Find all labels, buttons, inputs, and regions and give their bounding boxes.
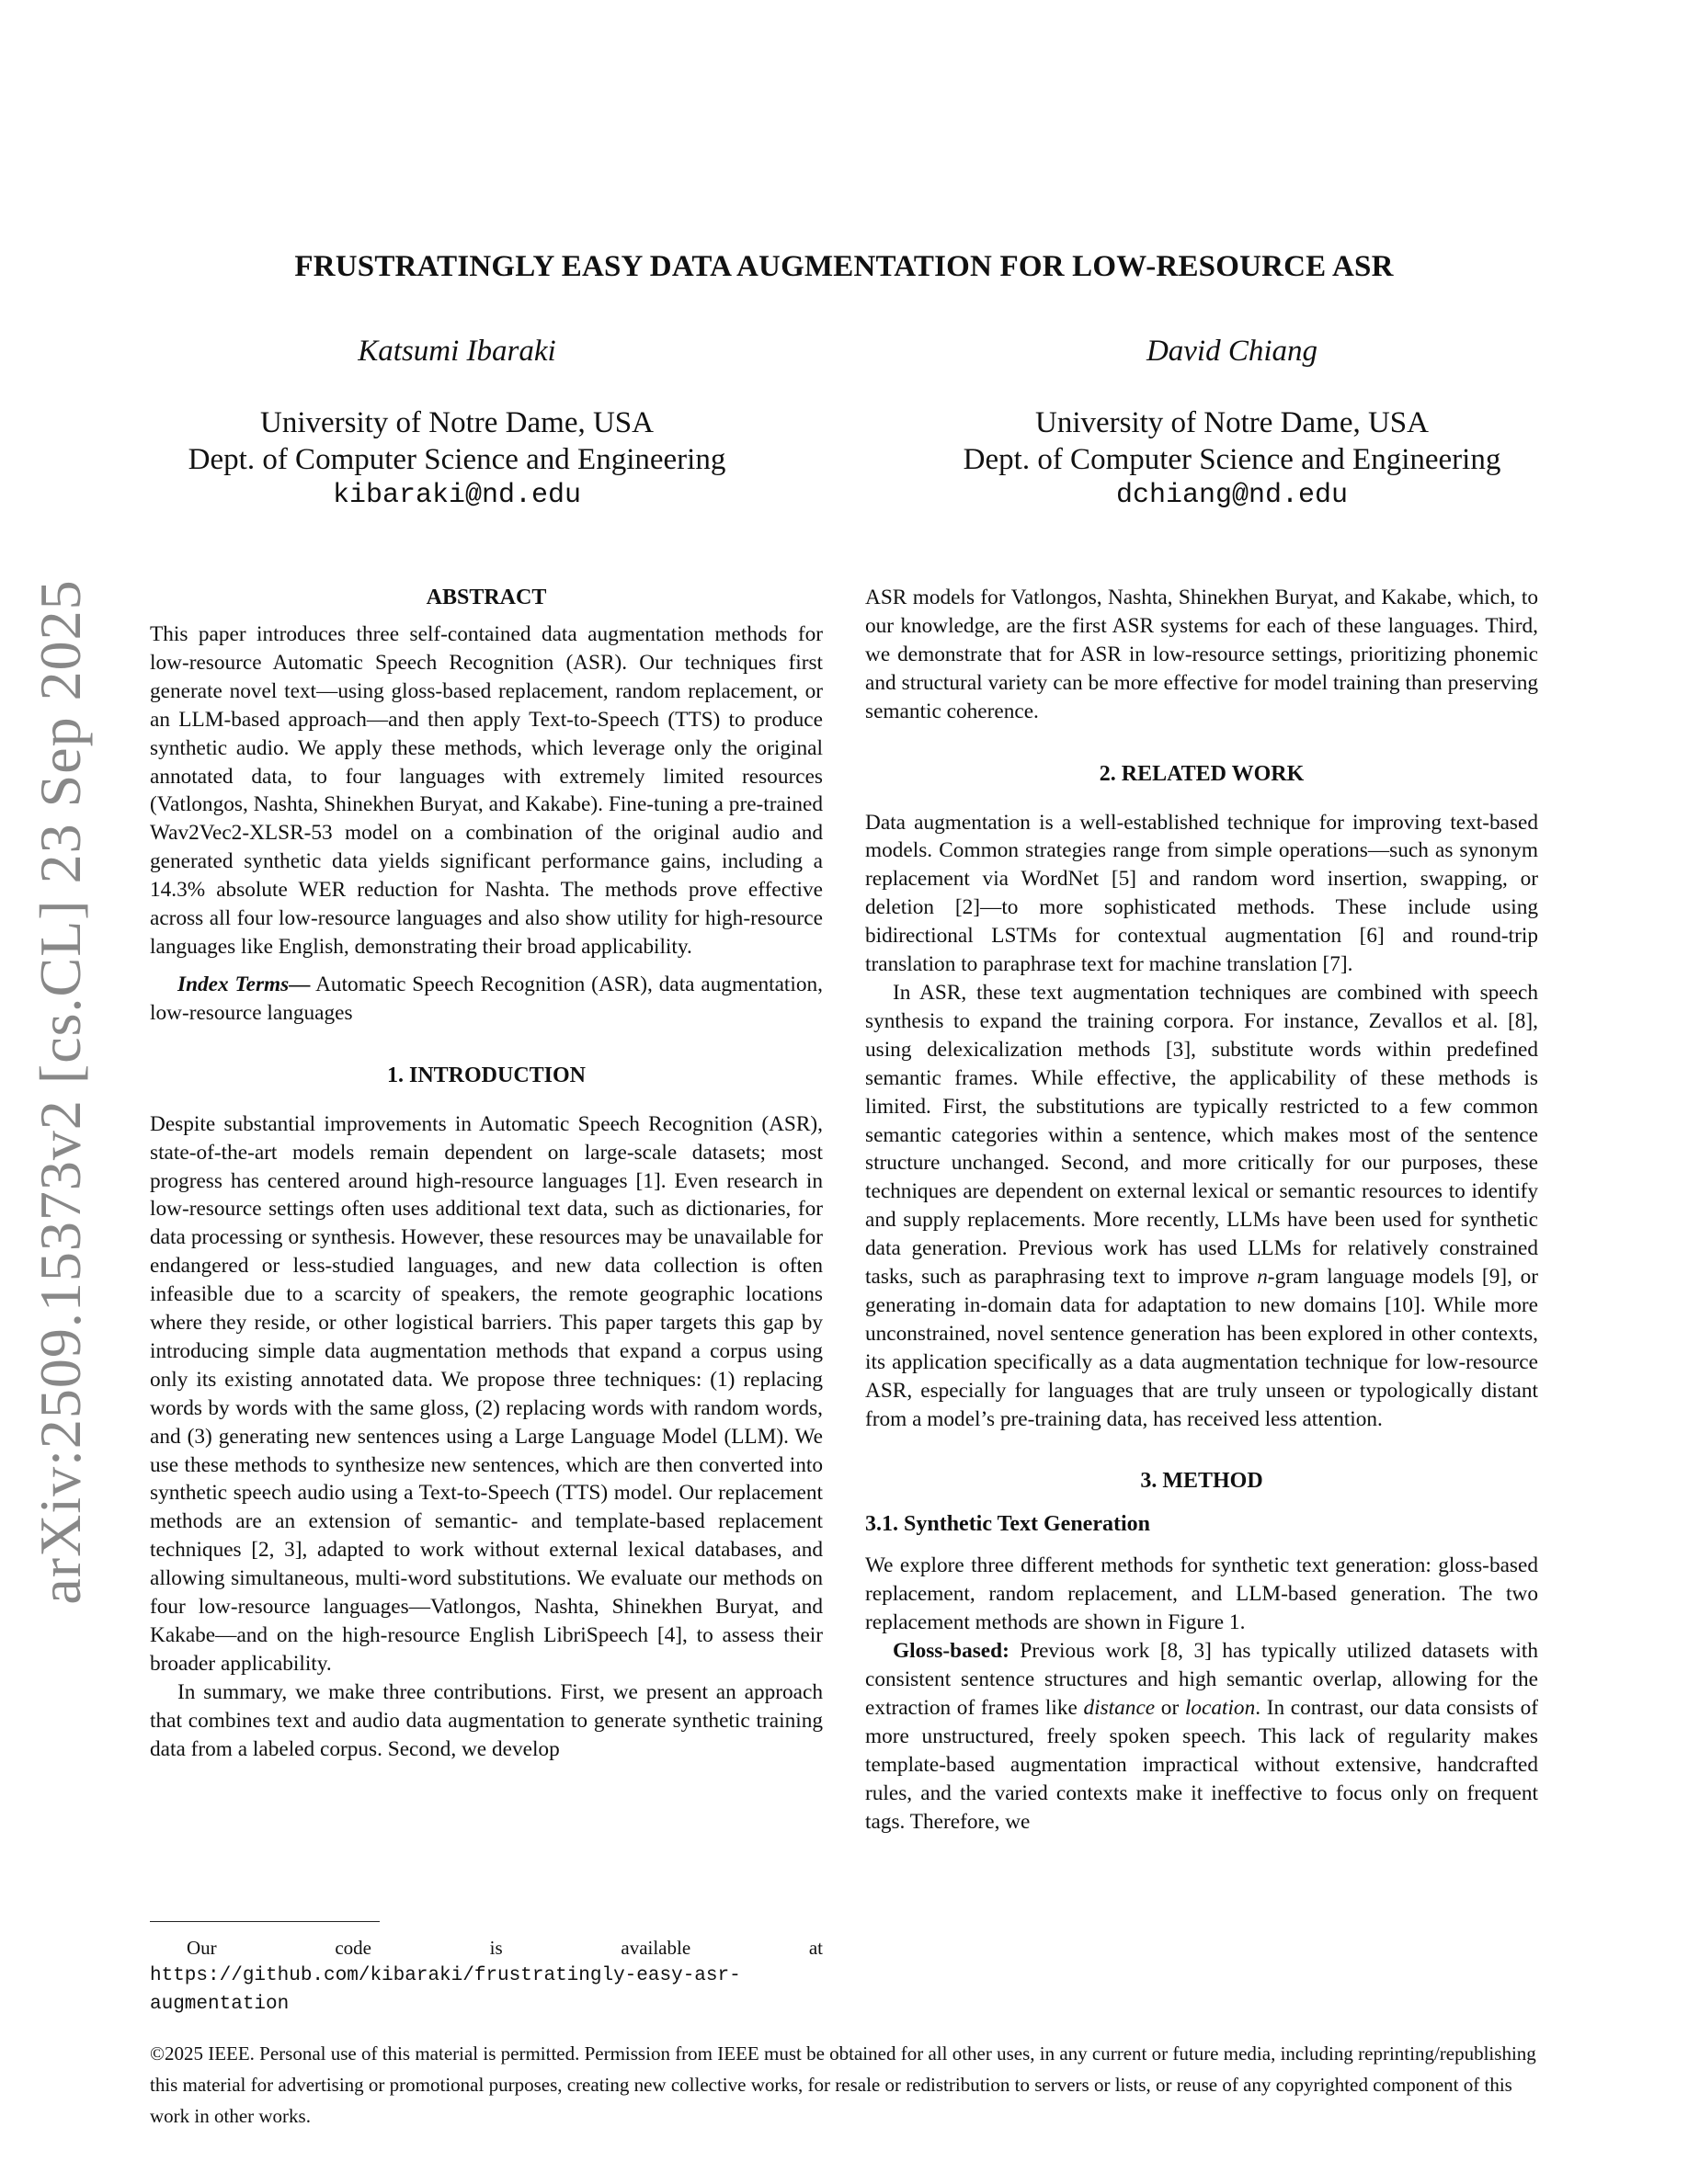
term-location: location — [1184, 1696, 1256, 1720]
gloss-based-label: Gloss-based: — [893, 1639, 1009, 1664]
introduction-paragraph-1: Despite substantial improvements in Automatic Speech Recognition (ASR), state-of-the-art models remain dependent on large-scale datasets; most progress has centered around high-resource languages [1]. Even research in low-resource settings often uses additional text data, such as dictionaries, for data processing or synthesis. However, these resources may be unavailable for endangered or less-studied languages, and new data collection is often infeasible due to a scarcity of speakers, the remote geographic locations where they reside, or other logistical barriers. This paper targets this gap by introducing simple data augmentation methods that expand a corpus using only its existing annotated data. We propose three techniques: (1) replacing words by words with the same gloss, (2) replacing words with random words, and (3) generating new sentences using a Large Language Model (LLM). We use these methods to synthesize new sentences, which are then converted into synthetic speech audio using a Text-to-Speech (TTS) model. Our replacement methods are an extension of semantic- and template-based replacement techniques [2, 3], adapted to work without external lexical databases, and allowing simultaneous, multi-word substitutions. We evaluate our methods on four low-resource languages—Vatlongos, Nashta, Shinekhen Buryat, and Kakabe—and on the high-resource English LibriSpeech [4], to assess their broader applicability. — [150, 1111, 823, 1676]
author-block-1 — [108, 329, 806, 513]
n-gram-variable: n — [1257, 1265, 1268, 1290]
arxiv-identifier — [18, 579, 103, 1605]
term-distance: distance — [1083, 1696, 1156, 1720]
abstract-heading: ABSTRACT — [426, 586, 547, 609]
index-terms-label: Index Terms— — [177, 972, 311, 996]
author-email[interactable]: kibaraki@nd.edu — [332, 480, 582, 511]
author-affiliation — [108, 404, 806, 513]
related-work-text-b: -gram language models [9], or generating in-domain data for adaptation to new domains [10]. While more unconstrained, novel sentence generation has been explored in other contexts, its application specifically as a data augmentation technique for low-resource ASR, especially for languages that are truly unseen or typologically distant from a model’s pre-training data, has received less attention. — [865, 1265, 1539, 1431]
method-paragraph-2 — [865, 1637, 1538, 1836]
arxiv-identifier-text: arXiv:2509.15373v2 [cs.CL] 23 Sep 2025 — [28, 579, 93, 1605]
introduction-heading: 1. INTRODUCTION — [386, 1063, 587, 1087]
related-work-paragraph-2 — [865, 979, 1538, 1434]
author-email[interactable]: dchiang@nd.edu — [1115, 480, 1349, 511]
method-text-or: or — [1155, 1696, 1185, 1720]
introduction-paragraph-2: In summary, we make three contributions. First, we present an approach that combines text and audio data augmentation to generate synthetic training data from a labeled corpus. Second, we develop — [150, 1679, 823, 1761]
abstract-text: This paper introduces three self-contained data augmentation methods for low-resource Automatic Speech Recognition (ASR). Our techniques first generate novel text—using gloss-based replacement, random replacement, or an LLM-based approach—and then apply Text-to-Speech (TTS) to produce synthetic audio. We apply these methods, which leverage only the original annotated data, to four languages with extremely limited resources (Vatlongos, Nashta, Shinekhen Buryat, and Kakabe). Fine-tuning a pre-trained Wav2Vec2-XLSR-53 model on a combination of the original audio and generated synthetic data yields significant performance gains, including a 14.3% absolute WER reduction for Nashta. The methods prove effective across all four low-resource languages and also show utility for high-resource languages like English, demonstrating their broad applicability. — [150, 622, 823, 959]
synthetic-text-generation-heading: 3.1. Synthetic Text Generation — [865, 1512, 1150, 1537]
method-text-b: . In contrast, our data consists of more unstructured, freely spoken speech. This lack of regularity makes template-based augmentation impractical without extensive, handcrafted rules, and the varied contexts make it ineffective to focus only on frequent tags. Therefore, we — [865, 1696, 1538, 1834]
author-block-2 — [883, 329, 1581, 513]
author-affiliation — [883, 404, 1581, 513]
footnote — [150, 1921, 823, 2018]
author-department: Dept. of Computer Science and Engineering — [188, 443, 726, 476]
author-department: Dept. of Computer Science and Engineering — [963, 443, 1501, 476]
related-work-text-a: In ASR, these text augmentation techniques are combined with speech synthesis to expand the training corpora. For instance, Zevallos et al. [8], using delexicalization methods [3], substitute words within predefined semantic frames. While effective, the applicability of these methods is limited. First, the substitutions are typically restricted to a few common semantic categories within a sentence, which makes most of the sentence structure unchanged. Second, and more critically for our purposes, these techniques are dependent on external lexical or semantic resources to identify and supply replacements. More recently, LLMs have been used for synthetic data generation. Previous work has used LLMs for relatively constrained tasks, such as paraphrasing text to improve — [865, 980, 1538, 1290]
footnote-rule — [150, 1921, 380, 1922]
author-university: University of Notre Dame, USA — [259, 406, 654, 439]
copyright-notice: ©2025 IEEE. Personal use of this material is permitted. Permission from IEEE must be obtained for all other uses, in any current or future media, including reprinting/republishing this material for advertising or promotional purposes, creating new collective works, for resale or redistribution to servers or lists, or reuse of any copyrighted component of this work in other works. — [150, 2042, 1536, 2127]
footnote-label: Our code is available at — [187, 1937, 823, 1959]
method-text-a: Previous work [8, 3] has typically utilized datasets with consistent sentence structures and high semantic overlap, allowing for the extraction of frames like — [865, 1639, 1538, 1720]
related-work-heading: 2. RELATED WORK — [1099, 761, 1305, 786]
left-column — [150, 584, 823, 1764]
introduction-paragraph-3: ASR models for Vatlongos, Nashta, Shinekhen Buryat, and Kakabe, which, to our knowledge, are the first ASR systems for each of these languages. Third, we demonstrate that for ASR in low-resource settings, prioritizing phonemic and structural variety can be more effective for model training than preserving semantic coherence. — [865, 586, 1538, 723]
right-column — [865, 584, 1538, 1837]
author-name: Katsumi Ibaraki — [358, 335, 556, 368]
index-terms-text: Automatic Speech Recognition (ASR), data augmentation, low-resource languages — [150, 972, 823, 1025]
method-paragraph-1: We explore three different methods for synthetic text generation: gloss-based replacement, random replacement, and LLM-based generation. The two replacement methods are shown in Figure 1. — [865, 1553, 1538, 1635]
code-url-link[interactable]: https://github.com/kibaraki/frustratingly-easy-asr-augmentation — [150, 1965, 741, 2015]
related-work-paragraph-1: Data augmentation is a well-established technique for improving text-based models. Common strategies range from simple operations—such as synonym replacement via WordNet [5] and random word insertion, swapping, or deletion [2]—to more sophisticated methods. These include using bidirectional LSTMs for contextual augmentation [6] and round-trip translation to paraphrase text for machine translation [7]. — [865, 810, 1538, 977]
method-heading: 3. METHOD — [1140, 1469, 1263, 1494]
author-name: David Chiang — [1146, 335, 1318, 368]
index-terms — [150, 971, 823, 1028]
footnote-text — [150, 1935, 823, 2018]
author-university: University of Notre Dame, USA — [1034, 406, 1429, 439]
paper-title: FRUSTRATINGLY EASY DATA AUGMENTATION FOR LOW-RESOURCE ASR — [294, 250, 1394, 283]
